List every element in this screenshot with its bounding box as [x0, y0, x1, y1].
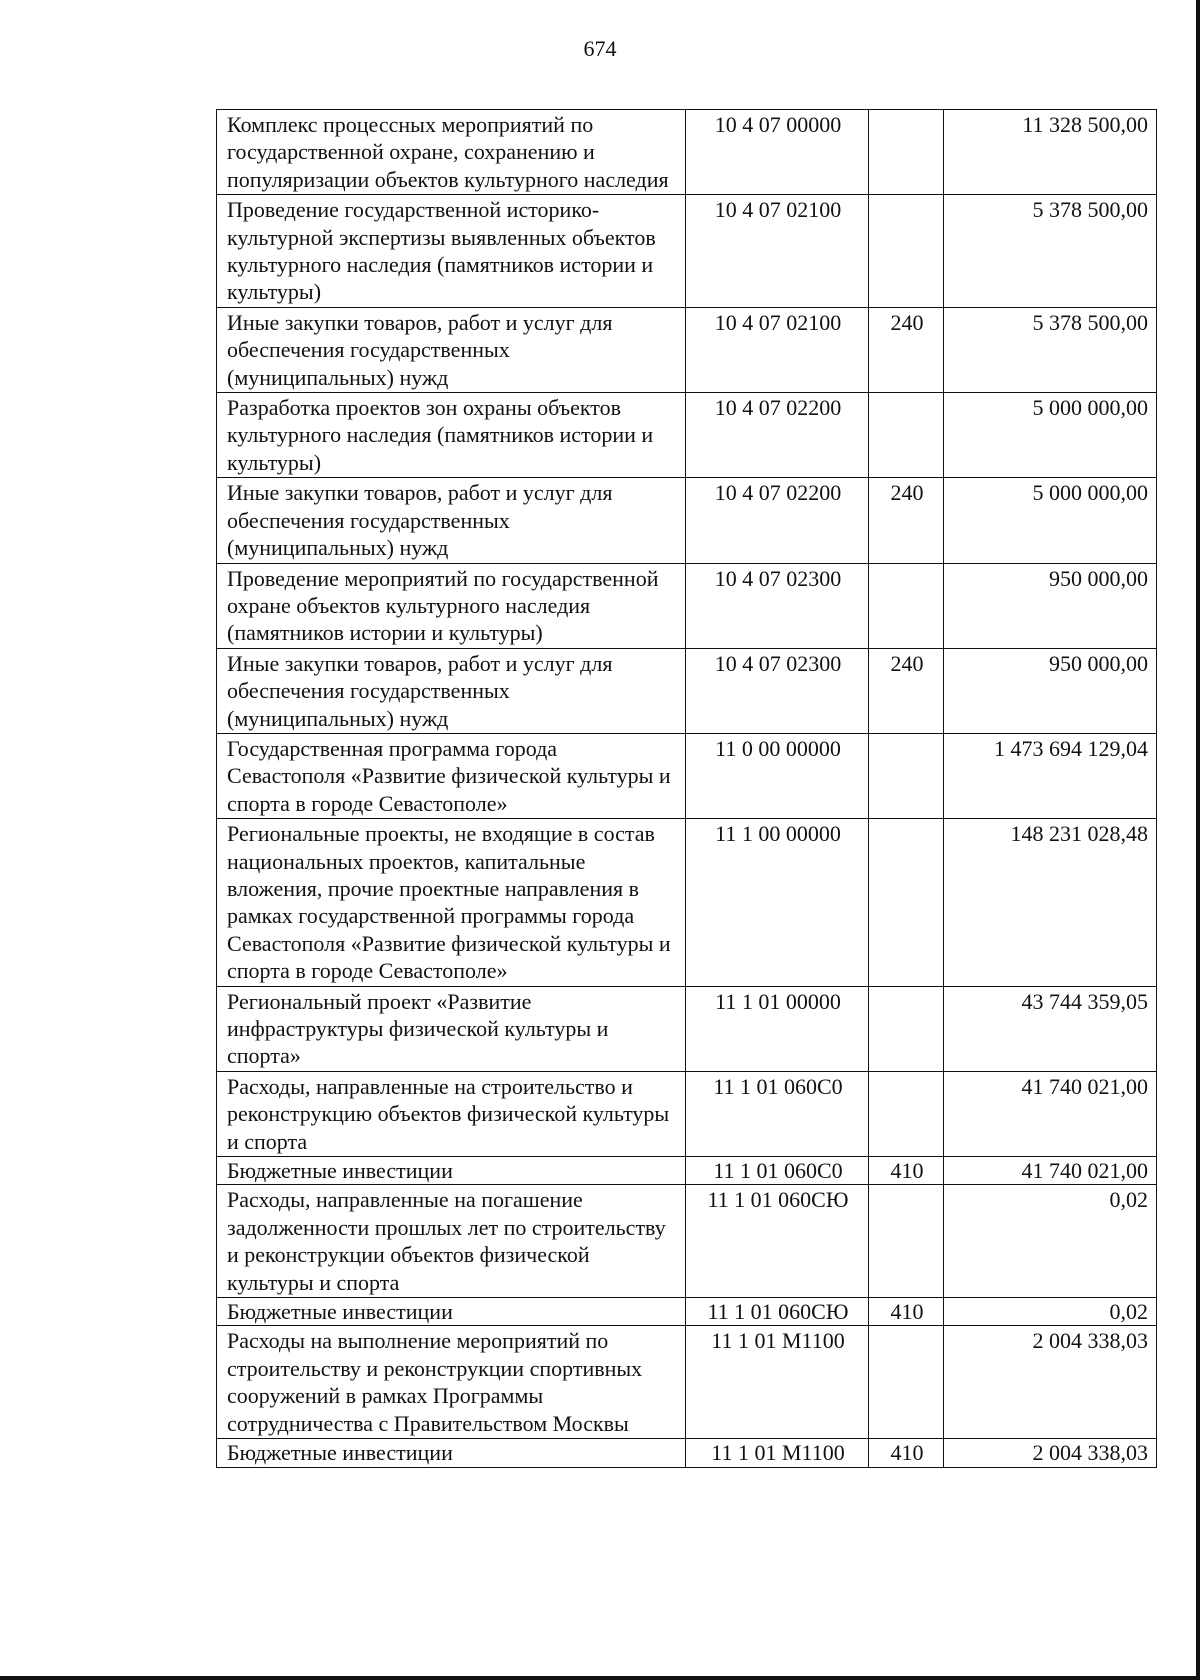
scan-edge-right [1196, 0, 1200, 1680]
row-code: 10 4 07 02100 [686, 195, 869, 308]
scan-edge-bottom [0, 1676, 1200, 1680]
row-expense-type [869, 110, 944, 195]
row-name: Бюджетные инвестиции [217, 1157, 686, 1185]
row-expense-type [869, 1185, 944, 1298]
row-code: 10 4 07 02300 [686, 563, 869, 648]
table-row [217, 393, 1157, 478]
row-amount: 148 231 028,48 [944, 819, 1157, 986]
row-expense-type: 410 [869, 1439, 944, 1467]
row-amount: 0,02 [944, 1185, 1157, 1298]
row-name: Иные закупки товаров, работ и услуг для обеспечения государственных (муниципальных) нужд [217, 478, 686, 563]
row-code: 10 4 07 02300 [686, 648, 869, 733]
row-code: 11 1 01 M1100 [686, 1326, 869, 1439]
row-name: Региональные проекты, не входящие в состав национальных проектов, капитальные вложения, прочие проектные направления в рамках государственной программы города Севастополя «Развитие физической культуры и спорта в городе Севастополе» [217, 819, 686, 986]
row-expense-type [869, 986, 944, 1071]
row-expense-type: 240 [869, 478, 944, 563]
row-expense-type [869, 1071, 944, 1156]
row-name: Расходы на выполнение мероприятий по строительству и реконструкции спортивных сооружений в рамках Программы сотрудничества с Правительством Москвы [217, 1326, 686, 1439]
row-name: Проведение государственной историко-культурной экспертизы выявленных объектов культурного наследия (памятников истории и культуры) [217, 195, 686, 308]
row-expense-type [869, 195, 944, 308]
table-row [217, 195, 1157, 308]
table-row [217, 733, 1157, 818]
row-amount: 2 004 338,03 [944, 1439, 1157, 1467]
row-code: 11 1 00 00000 [686, 819, 869, 986]
row-amount: 5 378 500,00 [944, 195, 1157, 308]
table-row [217, 1326, 1157, 1439]
row-code: 10 4 07 02200 [686, 478, 869, 563]
row-expense-type [869, 563, 944, 648]
row-expense-type: 240 [869, 648, 944, 733]
row-amount: 0,02 [944, 1298, 1157, 1326]
row-amount: 43 744 359,05 [944, 986, 1157, 1071]
row-amount: 41 740 021,00 [944, 1071, 1157, 1156]
row-code: 11 1 01 060СЮ [686, 1185, 869, 1298]
row-amount: 41 740 021,00 [944, 1157, 1157, 1185]
page-number: 674 [583, 36, 617, 61]
row-expense-type: 410 [869, 1298, 944, 1326]
row-amount: 5 000 000,00 [944, 393, 1157, 478]
budget-table-body [217, 110, 1157, 1468]
row-name: Разработка проектов зон охраны объектов культурного наследия (памятников истории и культуры) [217, 393, 686, 478]
table-row [217, 563, 1157, 648]
row-amount: 950 000,00 [944, 563, 1157, 648]
row-expense-type: 410 [869, 1157, 944, 1185]
row-amount: 1 473 694 129,04 [944, 733, 1157, 818]
row-name: Бюджетные инвестиции [217, 1298, 686, 1326]
row-code: 11 1 01 060СЮ [686, 1298, 869, 1326]
row-code: 10 4 07 02100 [686, 307, 869, 392]
row-name: Государственная программа города Севастополя «Развитие физической культуры и спорта в городе Севастополе» [217, 733, 686, 818]
row-code: 11 0 00 00000 [686, 733, 869, 818]
row-expense-type [869, 1326, 944, 1439]
table-row [217, 307, 1157, 392]
budget-table [216, 109, 1157, 1468]
row-name: Проведение мероприятий по государственной охране объектов культурного наследия (памятников истории и культуры) [217, 563, 686, 648]
table-row [217, 478, 1157, 563]
table-row [217, 1157, 1157, 1185]
row-amount: 2 004 338,03 [944, 1326, 1157, 1439]
table-row [217, 1439, 1157, 1467]
row-amount: 11 328 500,00 [944, 110, 1157, 195]
table-row [217, 1298, 1157, 1326]
table-row [217, 1185, 1157, 1298]
row-name: Бюджетные инвестиции [217, 1439, 686, 1467]
row-code: 11 1 01 060C0 [686, 1157, 869, 1185]
row-code: 10 4 07 02200 [686, 393, 869, 478]
table-row [217, 986, 1157, 1071]
row-expense-type [869, 393, 944, 478]
row-code: 11 1 01 00000 [686, 986, 869, 1071]
row-amount: 5 000 000,00 [944, 478, 1157, 563]
row-name: Расходы, направленные на погашение задолженности прошлых лет по строительству и реконструкции объектов физической культуры и спорта [217, 1185, 686, 1298]
row-code: 10 4 07 00000 [686, 110, 869, 195]
row-name: Иные закупки товаров, работ и услуг для обеспечения государственных (муниципальных) нужд [217, 307, 686, 392]
table-row [217, 648, 1157, 733]
row-name: Расходы, направленные на строительство и реконструкцию объектов физической культуры и спорта [217, 1071, 686, 1156]
row-code: 11 1 01 060C0 [686, 1071, 869, 1156]
table-row [217, 1071, 1157, 1156]
table-row [217, 110, 1157, 195]
row-expense-type [869, 733, 944, 818]
row-code: 11 1 01 M1100 [686, 1439, 869, 1467]
row-name: Комплекс процессных мероприятий по государственной охране, сохранению и популяризации объектов культурного наследия [217, 110, 686, 195]
row-amount: 950 000,00 [944, 648, 1157, 733]
row-expense-type: 240 [869, 307, 944, 392]
table-row [217, 819, 1157, 986]
row-amount: 5 378 500,00 [944, 307, 1157, 392]
row-name: Региональный проект «Развитие инфраструктуры физической культуры и спорта» [217, 986, 686, 1071]
row-name: Иные закупки товаров, работ и услуг для обеспечения государственных (муниципальных) нужд [217, 648, 686, 733]
row-expense-type [869, 819, 944, 986]
